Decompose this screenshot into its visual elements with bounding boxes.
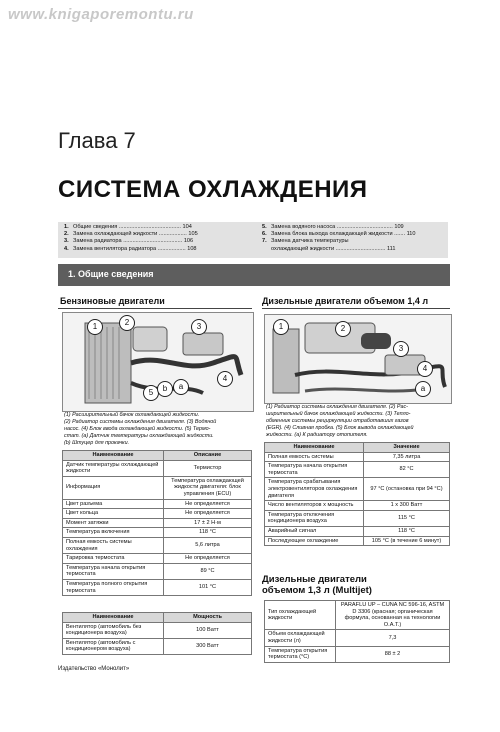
toc-item[interactable]: 7. Замена датчика температуры — [262, 238, 349, 245]
heading-rule — [262, 308, 450, 309]
callout-5: 5 — [143, 385, 159, 401]
table-row: Полная емкость системы охлаждения 5,6 литра — [63, 537, 252, 553]
toc-item[interactable]: 2. Замена охлаждающей жидкости .................. 105 — [64, 231, 198, 238]
table-row: Аварийный сигнал 118 °C — [265, 526, 450, 536]
table-row: Число вентиляторов х мощность 1 x 300 Ватт — [265, 501, 450, 511]
fan-power-table — [62, 612, 252, 655]
diesel-14-spec-table — [264, 442, 450, 546]
diesel-13-heading: Дизельные двигатели объемом 1,3 л (Multijet) — [262, 574, 372, 596]
callout-1: 1 — [273, 319, 289, 335]
table-row: Температура полного открытия термостата 101 °C — [63, 579, 252, 595]
table-row: Температура отключения кондиционера воздуха 115 °C — [265, 510, 450, 526]
table-row: Температура срабатывания электровентиляторов охлаждения двигателя 97 °C (остановка при 94 °C) — [265, 478, 450, 501]
callout-b: b — [157, 381, 173, 397]
toc-item[interactable]: 1. Общие сведения ........................................ 104 — [64, 224, 192, 230]
section-header — [58, 264, 450, 286]
table-row: Датчик температуры охлаждающей жидкости Термистор — [63, 460, 252, 476]
table-header-row: Наименование Описание — [63, 451, 252, 461]
diesel-13-spec-table — [264, 600, 450, 663]
heading-rule — [58, 308, 252, 309]
chapter-title: СИСТЕМА ОХЛАЖДЕНИЯ — [58, 176, 368, 203]
table-row: Вентилятор (автомобиль с кондиционером воздуха) 300 Ватт — [63, 638, 252, 654]
callout-2: 2 — [335, 321, 351, 337]
diesel-figure-caption: (1) Радиатор системы охлаждения двигателя. (2) Рас- ширительный бачок охлаждающей жидкости. (3) Тепло- обменник системы рециркуляции отработавших газов (EGR). (4) Сливная пробка. (5) Блок вывода охлаждающей жидкости. (a) К радиатору отопителя. — [266, 404, 414, 438]
table-row: Тарировка термостата Не определяется — [63, 554, 252, 564]
callout-4: 4 — [217, 371, 233, 387]
toc-right-column — [262, 224, 446, 253]
table-row: Цвет кольца Не определяется — [63, 509, 252, 519]
toc-item[interactable]: 6. Замена блока выхода охлаждающей жидкости ....... 110 — [262, 231, 416, 238]
toc-left-column — [64, 224, 252, 253]
petrol-engines-heading: Бензиновые двигатели — [60, 296, 165, 306]
petrol-spec-table — [62, 450, 252, 596]
table-row: Температура начала открытия термостата 89 °C — [63, 563, 252, 579]
table-header-row: Наименование Значение — [265, 443, 450, 453]
diesel-cooling-figure — [264, 314, 452, 404]
diesel-14-heading: Дизельные двигатели объемом 1,4 л — [262, 296, 429, 306]
table-row: Температура открытия термостата (°C) 88 ± 2 — [265, 646, 450, 662]
petrol-figure-caption: (1) Расширительный бачок охлаждающей жидкости. (2) Радиатор системы охлаждения двигателя. (3) Водяной насос. (4) Блок ввода охлаждающей жидкости. (5) Термо- стат. (a) Датчик температуры охлаждающей жидкости. (b) Штуцер для прокачки. — [64, 412, 217, 446]
callout-3: 3 — [393, 341, 409, 357]
toc-item[interactable]: 5. Замена водяного насоса .................................... 109 — [262, 224, 404, 230]
table-row: Объем охлаждающей жидкости (л) 7,3 — [265, 630, 450, 646]
table-of-contents — [58, 222, 448, 258]
callout-1: 1 — [87, 319, 103, 335]
toc-item[interactable]: охлаждающей жидкости ................................ 111 — [271, 245, 396, 252]
table-row: Тип охлаждающей жидкости PARAFLU UP – CUNA NC 596-16, ASTM D 3306 (красная; органическая формула, основанная на технологии O.A.T.) — [265, 601, 450, 630]
table-row: Полная емкость системы 7,35 литра — [265, 452, 450, 462]
table-header-row: Наименование Мощность — [63, 613, 252, 623]
table-row: Температура начала открытия термостата 82 °C — [265, 462, 450, 478]
callout-2: 2 — [119, 315, 135, 331]
callout-a: a — [415, 381, 431, 397]
table-row: Информация Температура охлаждающей жидкости двигателя: блок управления (ECU) — [63, 476, 252, 499]
callout-4: 4 — [417, 361, 433, 377]
table-row: Температура включения 118 °C — [63, 528, 252, 538]
publisher-footer: Издательство «Монолит» — [58, 666, 130, 672]
table-row: Вентилятор (автомобиль без кондиционера воздуха) 100 Ватт — [63, 622, 252, 638]
toc-item[interactable]: 4. Замена вентилятора радиатора .................. 108 — [64, 245, 197, 252]
callout-a: a — [173, 379, 189, 395]
watermark: www.knigaporemontu.ru — [8, 6, 194, 23]
toc-item[interactable]: 3. Замена радиатора ...................................... 106 — [64, 238, 194, 245]
table-row: Последующее охлаждение 105 °C (в течение 6 минут) — [265, 536, 450, 546]
table-row: Момент затяжки 17 ± 2 Н·м — [63, 518, 252, 528]
callout-3: 3 — [191, 319, 207, 335]
table-row: Цвет разъема Не определяется — [63, 499, 252, 509]
petrol-cooling-figure — [62, 312, 254, 412]
section-title: 1. Общие сведения — [68, 269, 154, 279]
chapter-label: Глава 7 — [58, 128, 136, 153]
